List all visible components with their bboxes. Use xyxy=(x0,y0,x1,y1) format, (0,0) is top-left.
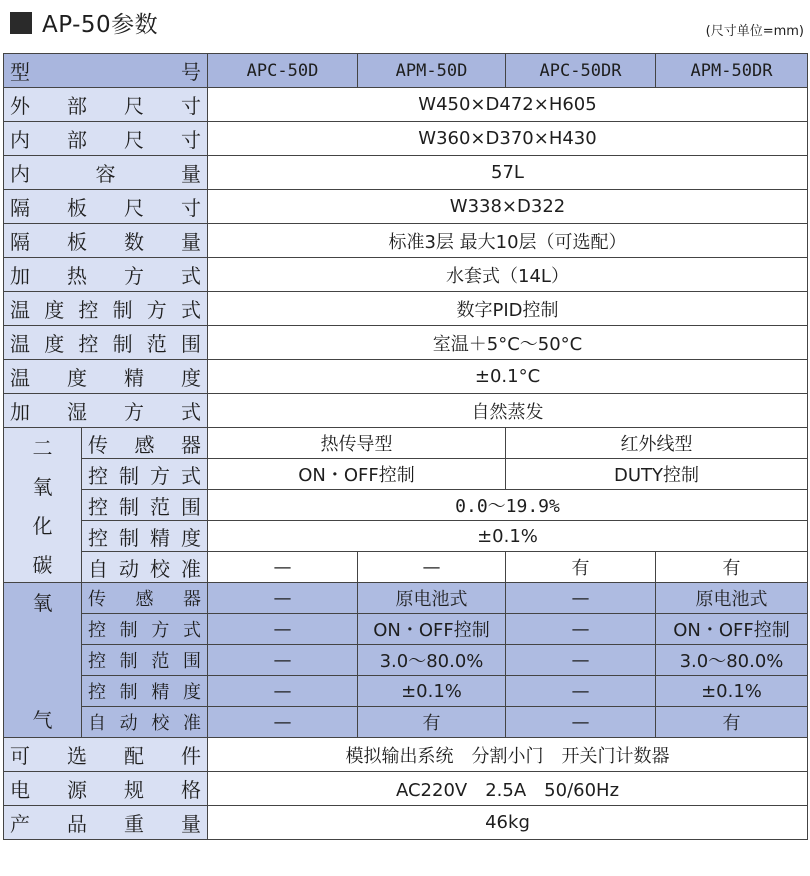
label-char: 温 xyxy=(10,332,30,356)
co2-row xyxy=(4,490,808,521)
spec-row xyxy=(4,88,808,122)
spec-row xyxy=(4,258,808,292)
label-char: 配 xyxy=(124,744,144,768)
spec-label xyxy=(4,122,208,156)
o2-item-value: — xyxy=(506,676,656,707)
label-char: 度 xyxy=(181,366,201,390)
label-char: 内 xyxy=(10,162,30,186)
model-header: APM-50DR xyxy=(656,54,808,88)
o2-item-label xyxy=(82,707,208,738)
label-char: 品 xyxy=(67,812,87,836)
o2-row xyxy=(4,676,808,707)
spec-value: 标准3层 最大10层（可选配） xyxy=(208,224,808,258)
spec-label xyxy=(4,156,208,190)
o2-item-value: — xyxy=(506,645,656,676)
spec-label xyxy=(4,772,208,806)
label-char: 寸 xyxy=(181,94,201,118)
o2-item-value: 原电池式 xyxy=(358,583,506,614)
label-char: 件 xyxy=(181,744,201,768)
o2-item-value: — xyxy=(208,676,358,707)
spec-value: 数字PID控制 xyxy=(208,292,808,326)
label-char: 控 xyxy=(88,682,106,703)
label-char: 式 xyxy=(181,400,201,424)
o2-item-value: — xyxy=(506,707,656,738)
o2-item-value: 3.0～80.0% xyxy=(656,645,808,676)
o2-item-value: — xyxy=(208,645,358,676)
label-char: 范 xyxy=(150,494,170,519)
o2-item-label xyxy=(82,583,208,614)
co2-range-label xyxy=(82,490,208,521)
o2-group-label xyxy=(4,583,82,738)
o2-item-value: — xyxy=(506,614,656,645)
label-char: 外 xyxy=(10,94,30,118)
label-char: 制 xyxy=(112,332,133,356)
title-square-icon xyxy=(10,12,32,34)
spec-label xyxy=(4,360,208,394)
spec-value: W338×D322 xyxy=(208,190,808,224)
label-char: 尺 xyxy=(124,196,144,220)
label-char: 湿 xyxy=(67,400,87,424)
label-char: 度 xyxy=(44,298,65,322)
label-char: 型 xyxy=(10,60,30,84)
label-char: 自 xyxy=(88,713,106,734)
co2-calib-value: — xyxy=(358,552,506,583)
co2-row xyxy=(4,521,808,552)
label-char: 温 xyxy=(10,366,30,390)
group-char: 碳 xyxy=(32,553,53,577)
o2-row xyxy=(4,614,808,645)
label-char: 精 xyxy=(150,525,170,550)
model-label-cell xyxy=(4,54,208,88)
co2-calib-value: — xyxy=(208,552,358,583)
label-char: 尺 xyxy=(124,128,144,152)
spec-row xyxy=(4,806,808,840)
label-char: 部 xyxy=(67,128,87,152)
label-char: 量 xyxy=(181,162,201,186)
label-char: 围 xyxy=(181,494,201,519)
co2-row xyxy=(4,428,808,459)
spec-label xyxy=(4,190,208,224)
label-char: 器 xyxy=(181,432,201,457)
spec-value: 模拟输出系统 分割小门 开关门计数器 xyxy=(208,738,808,772)
label-char: 围 xyxy=(180,332,201,356)
spec-row xyxy=(4,292,808,326)
label-char: 制 xyxy=(119,682,138,703)
label-char: 校 xyxy=(150,556,170,581)
co2-row xyxy=(4,552,808,583)
model-header: APC-50D xyxy=(208,54,358,88)
label-char: 内 xyxy=(10,128,30,152)
label-char: 加 xyxy=(10,400,30,424)
label-char: 围 xyxy=(182,651,201,672)
label-char: 制 xyxy=(119,463,139,488)
label-char: 量 xyxy=(181,812,201,836)
o2-item-value: ±0.1% xyxy=(358,676,506,707)
co2-method-left: ON・OFF控制 xyxy=(208,459,506,490)
label-char: 隔 xyxy=(10,230,30,254)
label-char: 制 xyxy=(112,298,133,322)
header-row xyxy=(4,54,808,88)
label-char: 准 xyxy=(182,713,201,734)
o2-item-value: ON・OFF控制 xyxy=(358,614,506,645)
o2-item-value: ±0.1% xyxy=(656,676,808,707)
label-char: 方 xyxy=(150,463,170,488)
label-char: 选 xyxy=(67,744,87,768)
co2-row xyxy=(4,459,808,490)
label-char: 源 xyxy=(67,778,87,802)
label-char: 精 xyxy=(124,366,144,390)
o2-item-value: — xyxy=(506,583,656,614)
label-char: 式 xyxy=(181,264,201,288)
label-char: 寸 xyxy=(181,128,201,152)
o2-item-label xyxy=(82,676,208,707)
label-char: 制 xyxy=(119,494,139,519)
spec-value: 水套式（14L） xyxy=(208,258,808,292)
label-char: 自 xyxy=(88,556,108,581)
co2-calib-label xyxy=(82,552,208,583)
label-char: 控 xyxy=(88,463,108,488)
spec-label xyxy=(4,292,208,326)
label-char: 号 xyxy=(181,60,201,84)
spec-row xyxy=(4,156,808,190)
label-char: 控 xyxy=(78,332,99,356)
spec-row xyxy=(4,360,808,394)
group-char: 氧 xyxy=(32,475,53,499)
spec-value: 57L xyxy=(208,156,808,190)
spec-label xyxy=(4,806,208,840)
label-char: 制 xyxy=(119,525,139,550)
o2-row xyxy=(4,707,808,738)
co2-sensor-right: 红外线型 xyxy=(506,428,808,459)
spec-value: W360×D370×H430 xyxy=(208,122,808,156)
model-header: APM-50D xyxy=(358,54,506,88)
spec-value: AC220V 2.5A 50/60Hz xyxy=(208,772,808,806)
label-char: 式 xyxy=(180,298,201,322)
o2-item-value: 3.0～80.0% xyxy=(358,645,506,676)
label-char: 制 xyxy=(119,651,138,672)
o2-item-value: 有 xyxy=(656,707,808,738)
co2-range-value: 0.0～19.9% xyxy=(208,490,808,521)
o2-item-label xyxy=(82,614,208,645)
label-char: 量 xyxy=(181,230,201,254)
o2-item-label xyxy=(82,645,208,676)
group-char: 二 xyxy=(32,436,53,460)
model-header: APC-50DR xyxy=(506,54,656,88)
co2-calib-value: 有 xyxy=(506,552,656,583)
spec-value: ±0.1°C xyxy=(208,360,808,394)
spec-row xyxy=(4,190,808,224)
label-char: 加 xyxy=(10,264,30,288)
spec-row xyxy=(4,122,808,156)
spec-row xyxy=(4,224,808,258)
label-char: 动 xyxy=(119,713,138,734)
group-char: 氧 xyxy=(32,591,53,615)
co2-precision-label xyxy=(82,521,208,552)
o2-row xyxy=(4,645,808,676)
label-char: 热 xyxy=(67,264,87,288)
label-char: 式 xyxy=(182,620,201,641)
label-char: 度 xyxy=(44,332,65,356)
label-char: 制 xyxy=(119,620,138,641)
label-char: 寸 xyxy=(181,196,201,220)
label-char: 式 xyxy=(181,463,201,488)
label-char: 板 xyxy=(67,196,87,220)
label-char: 控 xyxy=(88,651,106,672)
label-char: 方 xyxy=(151,620,170,641)
label-char: 范 xyxy=(146,332,167,356)
label-char: 容 xyxy=(95,162,116,186)
label-char: 控 xyxy=(78,298,99,322)
spec-label xyxy=(4,326,208,360)
label-char: 温 xyxy=(10,298,30,322)
co2-precision-value: ±0.1% xyxy=(208,521,808,552)
label-char: 感 xyxy=(134,432,155,457)
spec-row xyxy=(4,738,808,772)
spec-value: W450×D472×H605 xyxy=(208,88,808,122)
label-char: 控 xyxy=(88,620,106,641)
label-char: 精 xyxy=(151,682,170,703)
o2-item-value: — xyxy=(208,583,358,614)
o2-item-value: 有 xyxy=(358,707,506,738)
label-char: 规 xyxy=(124,778,144,802)
co2-calib-value: 有 xyxy=(656,552,808,583)
label-char: 格 xyxy=(181,778,201,802)
spec-value: 46kg xyxy=(208,806,808,840)
label-char: 部 xyxy=(67,94,87,118)
label-char: 传 xyxy=(88,432,108,457)
label-char: 电 xyxy=(10,778,30,802)
spec-table xyxy=(3,53,808,840)
label-char: 方 xyxy=(124,264,144,288)
o2-item-value: — xyxy=(208,614,358,645)
spec-row xyxy=(4,326,808,360)
label-char: 校 xyxy=(151,713,170,734)
label-char: 器 xyxy=(183,589,201,610)
spec-label xyxy=(4,394,208,428)
spec-row xyxy=(4,394,808,428)
co2-sensor-left: 热传导型 xyxy=(208,428,506,459)
spec-value: 室温＋5°C～50°C xyxy=(208,326,808,360)
label-char: 重 xyxy=(124,812,144,836)
label-char: 方 xyxy=(124,400,144,424)
spec-label xyxy=(4,88,208,122)
label-char: 准 xyxy=(181,556,201,581)
spec-label xyxy=(4,258,208,292)
label-char: 方 xyxy=(146,298,167,322)
title-text: AP-50参数 xyxy=(42,12,159,38)
o2-row xyxy=(4,583,808,614)
co2-method-label xyxy=(82,459,208,490)
page-title xyxy=(10,6,158,39)
label-char: 度 xyxy=(182,682,201,703)
label-char: 感 xyxy=(135,589,154,610)
label-char: 度 xyxy=(181,525,201,550)
spec-row xyxy=(4,772,808,806)
o2-item-value: ON・OFF控制 xyxy=(656,614,808,645)
label-char: 控 xyxy=(88,525,108,550)
co2-sensor-label xyxy=(82,428,208,459)
label-char: 可 xyxy=(10,744,30,768)
co2-group-label xyxy=(4,428,82,583)
label-char: 隔 xyxy=(10,196,30,220)
spec-value: 自然蒸发 xyxy=(208,394,808,428)
o2-item-value: — xyxy=(208,707,358,738)
co2-method-right: DUTY控制 xyxy=(506,459,808,490)
label-char: 控 xyxy=(88,494,108,519)
label-char: 数 xyxy=(124,230,144,254)
spec-label xyxy=(4,738,208,772)
label-char: 传 xyxy=(88,589,106,610)
label-char: 产 xyxy=(10,812,30,836)
o2-item-value: 原电池式 xyxy=(656,583,808,614)
label-char: 动 xyxy=(119,556,139,581)
group-char: 气 xyxy=(32,708,53,732)
group-char: 化 xyxy=(32,514,53,538)
unit-note: (尺寸单位=mm) xyxy=(705,24,804,39)
label-char: 尺 xyxy=(124,94,144,118)
label-char: 板 xyxy=(67,230,87,254)
label-char: 度 xyxy=(67,366,87,390)
label-char: 范 xyxy=(151,651,170,672)
spec-label xyxy=(4,224,208,258)
